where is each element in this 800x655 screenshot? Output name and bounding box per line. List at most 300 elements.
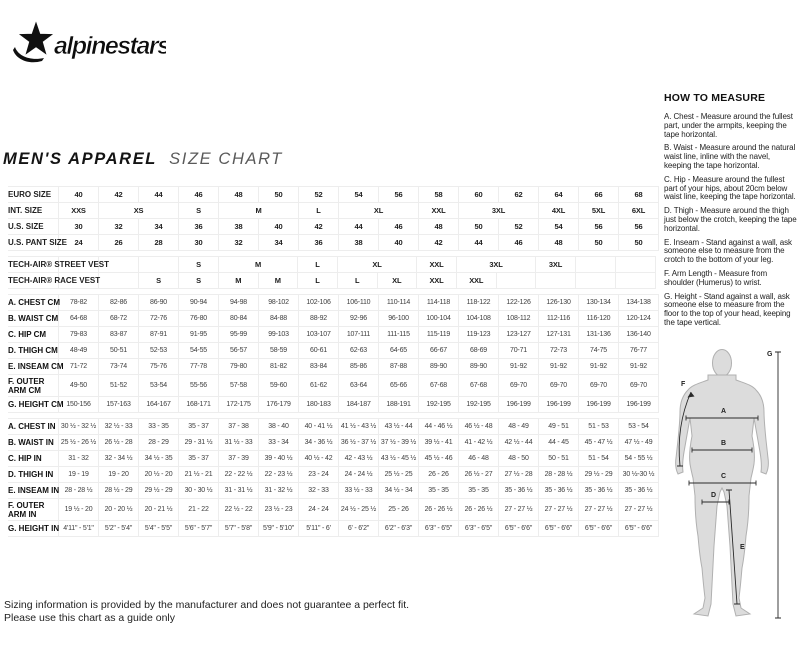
size-cell: 127-131: [539, 327, 579, 343]
size-cell: 42 ½ - 44: [499, 435, 539, 451]
size-cell: 106-110: [339, 295, 379, 311]
size-cell: 37 - 38: [219, 419, 259, 435]
size-cell: 35 - 37: [179, 419, 219, 435]
size-cell: 64-65: [379, 343, 419, 359]
size-cell: 58: [419, 187, 459, 203]
size-cell: 24 - 24: [299, 499, 339, 521]
size-cell: 51 - 54: [579, 451, 619, 467]
footer-line-2: Please use this chart as a guide only: [4, 612, 176, 624]
measure-item-chest: A. Chest - Measure around the fullest part, under the armpits, keeping the tape horizontal.: [664, 112, 793, 139]
size-cell: 29 ½ - 29: [579, 467, 619, 483]
size-cell: 91-92: [539, 359, 579, 375]
size-cell: 122-126: [499, 295, 539, 311]
size-cell: 102-106: [299, 295, 339, 311]
size-cell: 50 - 51: [539, 451, 579, 467]
size-cell: 44: [139, 187, 179, 203]
row-label: B. WAIST CM: [8, 311, 59, 327]
size-cell: 21 - 22: [179, 499, 219, 521]
size-cell: 62: [499, 187, 539, 203]
size-cell: XL: [339, 203, 419, 219]
size-cell: 196-199: [499, 397, 539, 413]
size-cell: 96-100: [379, 311, 419, 327]
row-label: G. HEIGHT CM: [8, 397, 59, 413]
size-cell: 46: [179, 187, 219, 203]
size-cell: 70-71: [499, 343, 539, 359]
size-cell: XL: [338, 257, 417, 273]
size-cell: 64: [539, 187, 579, 203]
size-cell: 47 ½ - 49: [619, 435, 659, 451]
size-cell: 68-72: [99, 311, 139, 327]
size-cell: [576, 273, 616, 289]
size-cell: XL: [377, 273, 417, 289]
size-cell: 48: [219, 187, 259, 203]
size-cell: 22 - 22 ½: [219, 467, 259, 483]
size-cell: 35 - 35: [419, 483, 459, 499]
size-cell: 30: [59, 219, 99, 235]
size-cell: 77-78: [179, 359, 219, 375]
size-cell: 42: [299, 219, 339, 235]
size-cell: 43 ½ - 44: [379, 419, 419, 435]
size-cell: 35 - 36 ½: [499, 483, 539, 499]
size-cell: 120-124: [619, 311, 659, 327]
size-cell: 79-83: [59, 327, 99, 343]
size-chart-table: [8, 186, 655, 542]
size-cell: 32: [219, 235, 259, 251]
size-cell: 26 - 26 ½: [419, 499, 459, 521]
size-cell: XS: [99, 203, 179, 219]
size-cell: 112-116: [539, 311, 579, 327]
size-cell: S: [139, 273, 179, 289]
logo-wordmark: alpinestars: [54, 32, 166, 60]
size-cell: 60-61: [299, 343, 339, 359]
size-cell: 34 ½ - 34: [379, 483, 419, 499]
size-cell: 55-56: [179, 375, 219, 397]
size-cell: 49-50: [59, 375, 99, 397]
size-cell: 6'5" - 6'6": [619, 521, 659, 537]
size-cell: 75-76: [139, 359, 179, 375]
size-cell: 5'6" - 5'7": [179, 521, 219, 537]
size-cell: 44: [339, 219, 379, 235]
size-cell: 48: [419, 219, 459, 235]
size-cell: 31 - 31 ½: [219, 483, 259, 499]
size-cell: 3XL: [459, 203, 539, 219]
size-cell: 37 ½ - 39 ½: [379, 435, 419, 451]
size-cell: 30: [179, 235, 219, 251]
page-title: [3, 150, 283, 169]
size-cell: 98-102: [259, 295, 299, 311]
size-cell: 130-134: [579, 295, 619, 311]
size-cell: 50-51: [99, 343, 139, 359]
size-cell: 54: [339, 187, 379, 203]
size-cell: 87-88: [379, 359, 419, 375]
size-cell: 92-96: [339, 311, 379, 327]
size-cell: 90-94: [179, 295, 219, 311]
size-cell: 41 - 42 ½: [459, 435, 499, 451]
table-section-cm: [8, 294, 659, 413]
row-label: E. INSEAM CM: [8, 359, 59, 375]
size-cell: 46: [379, 219, 419, 235]
size-cell: 136-140: [619, 327, 659, 343]
size-cell: 91-92: [579, 359, 619, 375]
size-cell: 4'11" - 5'1": [59, 521, 99, 537]
size-cell: 108-112: [499, 311, 539, 327]
size-cell: 3XL: [536, 257, 576, 273]
size-cell: 6'3" - 6'5": [459, 521, 499, 537]
size-cell: 38: [339, 235, 379, 251]
size-cell: 24 - 24 ½: [339, 467, 379, 483]
size-cell: 48-49: [59, 343, 99, 359]
size-cell: 107-111: [339, 327, 379, 343]
size-cell: 72-76: [139, 311, 179, 327]
size-cell: L: [299, 203, 339, 219]
size-cell: 196-199: [579, 397, 619, 413]
size-cell: [616, 257, 656, 273]
measure-item-thigh: D. Thigh - Measure around the thigh just below the crotch, keeping the tape horizontal.: [664, 206, 797, 233]
size-cell: 20 - 21 ½: [139, 499, 179, 521]
size-cell: 53 - 54: [619, 419, 659, 435]
size-cell: 184-187: [339, 397, 379, 413]
height-measure-line: [775, 352, 781, 618]
size-cell: 33 - 35: [139, 419, 179, 435]
size-cell: 26 ½ - 27: [459, 467, 499, 483]
size-cell: 89-90: [419, 359, 459, 375]
size-cell: 4XL: [539, 203, 579, 219]
row-label: G. HEIGHT IN: [8, 521, 59, 537]
size-cell: 28 - 28 ½: [59, 483, 99, 499]
size-cell: 57-58: [219, 375, 259, 397]
size-cell: 5XL: [579, 203, 619, 219]
size-cell: 76-80: [179, 311, 219, 327]
size-cell: 32 - 34 ½: [99, 451, 139, 467]
size-cell: 196-199: [539, 397, 579, 413]
diagram-label-b: B: [721, 440, 727, 447]
size-cell: 85-86: [339, 359, 379, 375]
size-cell: XXS: [59, 203, 99, 219]
size-cell: 62-63: [339, 343, 379, 359]
size-cell: 28: [139, 235, 179, 251]
diagram-label-c: C: [721, 473, 727, 480]
size-cell: 27 ½ - 28: [499, 467, 539, 483]
size-cell: 67-68: [419, 375, 459, 397]
size-cell: 44 - 45: [539, 435, 579, 451]
size-cell: 73-74: [99, 359, 139, 375]
size-cell: 111-115: [379, 327, 419, 343]
size-cell: 29 - 31 ½: [179, 435, 219, 451]
size-cell: 61-62: [299, 375, 339, 397]
size-cell: 50: [619, 235, 659, 251]
size-cell: 39 ½ - 41: [419, 435, 459, 451]
size-cell: 54 - 55 ½: [619, 451, 659, 467]
measure-item-hip: C. Hip - Measure around the fullest part of your hips, about 20cm below waist line, keeping the tape horizontal.: [664, 174, 796, 202]
diagram-label-f: F: [681, 381, 686, 388]
size-cell: 30 ½ - 32 ½: [59, 419, 99, 435]
size-cell: 95-99: [219, 327, 259, 343]
size-cell: 35 - 37: [179, 451, 219, 467]
alpinestars-star-icon: [8, 20, 166, 68]
size-cell: 188-191: [379, 397, 419, 413]
size-cell: 164-167: [139, 397, 179, 413]
size-cell: 38: [219, 219, 259, 235]
size-cell: 29 ½ - 29: [139, 483, 179, 499]
size-cell: 40 - 41 ½: [299, 419, 339, 435]
size-cell: 66-67: [419, 343, 459, 359]
size-cell: 51 - 53: [579, 419, 619, 435]
size-cell: 34: [259, 235, 299, 251]
size-cell: 34 ½ - 35: [139, 451, 179, 467]
size-cell: 24: [59, 235, 99, 251]
size-cell: 110-114: [379, 295, 419, 311]
size-cell: XXL: [417, 273, 457, 289]
size-cell: 134-138: [619, 295, 659, 311]
size-cell: 91-95: [179, 327, 219, 343]
size-cell: 116-120: [579, 311, 619, 327]
size-cell: 126-130: [539, 295, 579, 311]
row-label: U.S. SIZE: [8, 219, 59, 235]
size-cell: 48: [539, 235, 579, 251]
size-cell: 25 ½ - 26 ½: [59, 435, 99, 451]
size-cell: 69-70: [619, 375, 659, 397]
size-cell: 83-84: [299, 359, 339, 375]
size-cell: 79-80: [219, 359, 259, 375]
size-cell: 19 ½ - 20: [59, 499, 99, 521]
size-cell: 37 - 39: [219, 451, 259, 467]
size-cell: 56: [619, 219, 659, 235]
size-cell: 45 - 47 ½: [579, 435, 619, 451]
size-cell: [576, 257, 616, 273]
size-cell: 91-92: [619, 359, 659, 375]
size-cell: [139, 257, 179, 273]
row-label: B. WAIST IN: [8, 435, 59, 451]
size-cell: [496, 273, 536, 289]
size-cell: 31 - 32: [59, 451, 99, 467]
size-cell: L: [338, 273, 378, 289]
measure-item-arm: F. Arm Length - Measure from shoulder (Humerus) to wrist.: [664, 268, 768, 287]
row-label: INT. SIZE: [8, 203, 59, 219]
size-cell: 89-90: [459, 359, 499, 375]
size-cell: 27 - 27 ½: [499, 499, 539, 521]
size-cell: 34 - 36 ½: [299, 435, 339, 451]
row-label: F. OUTER ARM IN: [8, 499, 59, 521]
row-label: EURO SIZE: [8, 187, 59, 203]
alpinestars-logo: [8, 20, 166, 73]
size-cell: 67-68: [459, 375, 499, 397]
size-cell: L: [298, 257, 338, 273]
row-label: TECH-AIR® RACE VEST: [8, 273, 59, 289]
size-cell: 84-88: [259, 311, 299, 327]
size-cell: 22 - 23 ½: [259, 467, 299, 483]
size-cell: 115-119: [419, 327, 459, 343]
size-cell: 33 ½ - 33: [339, 483, 379, 499]
size-cell: S: [179, 257, 219, 273]
size-cell: 46: [499, 235, 539, 251]
size-cell: 176-179: [259, 397, 299, 413]
size-cell: 27 - 27 ½: [619, 499, 659, 521]
size-cell: 119-123: [459, 327, 499, 343]
row-label: E. INSEAM IN: [8, 483, 59, 499]
row-label: D. THIGH CM: [8, 343, 59, 359]
size-cell: [616, 273, 656, 289]
size-cell: 100-104: [419, 311, 459, 327]
size-cell: 44 - 46 ½: [419, 419, 459, 435]
size-cell: M: [219, 203, 299, 219]
size-cell: [99, 273, 139, 289]
size-cell: 30 - 30 ½: [179, 483, 219, 499]
row-label: TECH-AIR® STREET VEST: [8, 257, 59, 273]
size-cell: 23 ½ - 23: [259, 499, 299, 521]
size-cell: 48 - 49: [499, 419, 539, 435]
size-cell: S: [179, 203, 219, 219]
how-to-measure: [664, 92, 797, 333]
size-cell: 50: [579, 235, 619, 251]
size-cell: 123-127: [499, 327, 539, 343]
size-cell: 59-60: [259, 375, 299, 397]
size-cell: 26 - 26: [419, 467, 459, 483]
size-cell: 42: [419, 235, 459, 251]
size-cell: 26 - 26 ½: [459, 499, 499, 521]
size-cell: 52: [299, 187, 339, 203]
size-cell: 69-70: [579, 375, 619, 397]
size-cell: 52: [499, 219, 539, 235]
diagram-label-d: D: [711, 492, 717, 499]
size-cell: 25 ½ - 25: [379, 467, 419, 483]
size-cell: 83-87: [99, 327, 139, 343]
size-cell: 74-75: [579, 343, 619, 359]
size-cell: 22 ½ - 22: [219, 499, 259, 521]
row-label: U.S. PANT SIZE: [8, 235, 59, 251]
footer-line-1: Sizing information is provided by the manufacturer and does not guarantee a perfect fit.: [4, 599, 410, 611]
size-cell: 103-107: [299, 327, 339, 343]
size-cell: 32 ½ - 33: [99, 419, 139, 435]
row-label: C. HIP IN: [8, 451, 59, 467]
row-label: A. CHEST CM: [8, 295, 59, 311]
size-cell: 76-77: [619, 343, 659, 359]
size-cell: 114-118: [419, 295, 459, 311]
size-cell: 27 - 27 ½: [539, 499, 579, 521]
size-cell: [536, 273, 576, 289]
size-cell: 180-183: [299, 397, 339, 413]
size-cell: 51-52: [99, 375, 139, 397]
size-cell: L: [298, 273, 338, 289]
row-label: F. OUTER ARM CM: [8, 375, 59, 397]
how-to-measure-title: HOW TO MEASURE: [664, 92, 766, 104]
size-cell: 53-54: [139, 375, 179, 397]
size-cell: 64-68: [59, 311, 99, 327]
size-cell: 6'3" - 6'5": [419, 521, 459, 537]
size-cell: 31 - 32 ½: [259, 483, 299, 499]
size-cell: 5'11" - 6': [299, 521, 339, 537]
size-cell: 38 - 40: [259, 419, 299, 435]
size-cell: 20 ½ - 20: [139, 467, 179, 483]
size-cell: 44: [459, 235, 499, 251]
size-cell: 192-195: [459, 397, 499, 413]
figure-head: [713, 350, 732, 377]
measure-item-height: G. Height - Stand against a wall, ask someone else to measure from the floor to the top of your head, keeping the tape vertical.: [664, 291, 791, 327]
diagram-label-e: E: [740, 544, 745, 551]
size-cell: 80-84: [219, 311, 259, 327]
size-cell: 88-92: [299, 311, 339, 327]
size-cell: 69-70: [539, 375, 579, 397]
size-cell: 5'2" - 5'4": [99, 521, 139, 537]
size-cell: 31 ½ - 33: [219, 435, 259, 451]
diagram-label-g: G: [767, 351, 773, 358]
size-cell: 40: [259, 219, 299, 235]
size-cell: 6'5" - 6'6": [539, 521, 579, 537]
size-cell: 172-175: [219, 397, 259, 413]
size-cell: 40: [59, 187, 99, 203]
size-cell: M: [219, 257, 298, 273]
size-cell: 26: [99, 235, 139, 251]
size-cell: XXL: [457, 273, 497, 289]
size-cell: 30 ½-30 ½: [619, 467, 659, 483]
row-label: A. CHEST IN: [8, 419, 59, 435]
size-cell: 35 - 36 ½: [539, 483, 579, 499]
size-cell: 94-98: [219, 295, 259, 311]
size-cell: 63-64: [339, 375, 379, 397]
diagram-label-a: A: [721, 408, 727, 415]
table-section-tech-air: [8, 256, 656, 289]
size-cell: 50: [459, 219, 499, 235]
size-cell: 19 - 20: [99, 467, 139, 483]
measure-item-waist: B. Waist - Measure around the natural waist line, inline with the navel, keeping the tape horizontal.: [664, 143, 796, 170]
size-cell: 43 ½ - 45 ½: [379, 451, 419, 467]
size-cell: 27 - 27 ½: [579, 499, 619, 521]
size-cell: 78-82: [59, 295, 99, 311]
size-cell: 68-69: [459, 343, 499, 359]
size-cell: 131-136: [579, 327, 619, 343]
size-cell: 28 - 28 ½: [539, 467, 579, 483]
size-cell: 35 - 36 ½: [579, 483, 619, 499]
size-cell: 40: [379, 235, 419, 251]
size-cell: 196-199: [619, 397, 659, 413]
size-cell: 5'9" - 5'10": [259, 521, 299, 537]
size-cell: 49 - 51: [539, 419, 579, 435]
size-cell: 87-91: [139, 327, 179, 343]
size-cell: 54: [539, 219, 579, 235]
size-cell: 91-92: [499, 359, 539, 375]
size-cell: 33 - 34: [259, 435, 299, 451]
size-cell: 3XL: [457, 257, 536, 273]
size-cell: 25 - 26: [379, 499, 419, 521]
size-cell: 6' - 6'2": [339, 521, 379, 537]
size-cell: 66: [579, 187, 619, 203]
size-cell: 56-57: [219, 343, 259, 359]
row-label: C. HIP CM: [8, 327, 59, 343]
size-cell: 28 ½ - 29: [99, 483, 139, 499]
size-cell: 6'2" - 6'3": [379, 521, 419, 537]
table-section-inches: [8, 418, 659, 537]
size-cell: 19 - 19: [59, 467, 99, 483]
size-cell: 65-66: [379, 375, 419, 397]
size-cell: 42: [99, 187, 139, 203]
measure-item-inseam: E. Inseam - Stand against a wall, ask someone else to measure from the crotch to the bottom of your leg.: [664, 237, 792, 265]
size-cell: S: [179, 273, 219, 289]
size-cell: 35 - 36 ½: [619, 483, 659, 499]
size-cell: 46 ½ - 48: [459, 419, 499, 435]
size-cell: 192-195: [419, 397, 459, 413]
size-cell: 32 - 33: [299, 483, 339, 499]
row-label: D. THIGH IN: [8, 467, 59, 483]
size-cell: 48 - 50: [499, 451, 539, 467]
size-cell: 86-90: [139, 295, 179, 311]
size-cell: 24 ½ - 25 ½: [339, 499, 379, 521]
size-cell: 157-163: [99, 397, 139, 413]
size-cell: 5'7" - 5'8": [219, 521, 259, 537]
size-cell: 6XL: [619, 203, 659, 219]
size-cell: 60: [459, 187, 499, 203]
size-cell: 39 - 40 ½: [259, 451, 299, 467]
size-cell: 46 - 48: [459, 451, 499, 467]
size-cell: 6'5" - 6'6": [499, 521, 539, 537]
